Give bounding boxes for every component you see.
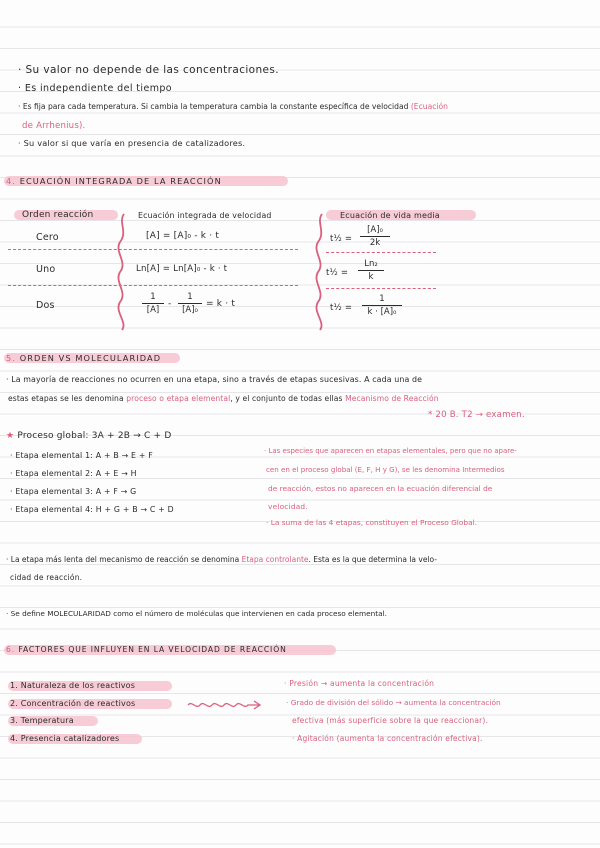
order-zero: Cero bbox=[36, 232, 59, 243]
section6-title-text: FACTORES QUE INFLUYEN EN LA VELOCIDAD DE REACCIÓN bbox=[18, 645, 287, 654]
col2-header: Ecuación integrada de velocidad bbox=[138, 211, 272, 220]
integrated-two-frac2-num: 1 bbox=[187, 292, 193, 302]
row-separator-1b bbox=[326, 252, 436, 253]
factor-1: 1. Naturaleza de los reactivos bbox=[10, 681, 136, 690]
integrated-zero: [A] = [A]₀ - k · t bbox=[146, 231, 220, 241]
halflife-zero-frac bbox=[360, 225, 390, 248]
section4-title bbox=[6, 176, 222, 186]
factor-note-2: · Grado de división del sólido → aumenta la concentración bbox=[286, 698, 501, 707]
col1-header: Orden reacción bbox=[22, 210, 94, 220]
prop-line-4: de Arrhenius). bbox=[22, 121, 86, 131]
factor-note-3: efectiva (más superficie sobre la que reaccionar). bbox=[292, 716, 489, 725]
s5-para-line-1: · La mayoría de reacciones no ocurren en una etapa, sino a través de etapas sucesivas. A cada una de bbox=[6, 375, 423, 384]
s5-para-2-mid: , y el conjunto de todas ellas bbox=[230, 394, 343, 403]
frac-bar bbox=[360, 236, 390, 237]
prop-line-5: · Su valor si que varía en presencia de catalizadores. bbox=[18, 138, 246, 148]
slow-stage-pink: Etapa controlante bbox=[241, 555, 309, 564]
stage-3: · Etapa elemental 3: A + F → G bbox=[10, 487, 137, 496]
factor-2: 2. Concentración de reactivos bbox=[10, 699, 136, 708]
frac-bar bbox=[178, 303, 202, 304]
section5-num: 5. bbox=[6, 353, 17, 363]
frac-bar bbox=[142, 303, 164, 304]
s5-para-line-2 bbox=[8, 394, 439, 403]
s5-para-2a: estas etapas se les denomina bbox=[8, 394, 124, 403]
halflife-zero-num: [A]₀ bbox=[367, 225, 383, 235]
factor-note-1: · Presión → aumenta la concentración bbox=[284, 679, 435, 688]
factor-note-4: · Agitación (aumenta la concentración efectiva). bbox=[292, 734, 483, 743]
halflife-one-lhs: t½ = bbox=[326, 268, 349, 278]
halflife-one-frac bbox=[358, 259, 384, 282]
halflife-two-frac bbox=[362, 294, 402, 317]
section6-title bbox=[6, 645, 287, 654]
section5-title bbox=[6, 353, 161, 363]
frac-bar bbox=[358, 270, 384, 271]
slow-stage-b: . Esta es la que determina la velo- bbox=[308, 555, 437, 564]
wavy-arrow-icon bbox=[186, 698, 266, 712]
brace-left bbox=[116, 212, 128, 332]
halflife-one-num: Ln₂ bbox=[364, 259, 378, 269]
halflife-zero-lhs: t½ = bbox=[330, 234, 353, 244]
stage-4: · Etapa elemental 4: H + G + B → C + D bbox=[10, 505, 174, 514]
row-separator-2 bbox=[8, 285, 298, 286]
halflife-zero-den: 2k bbox=[369, 238, 381, 248]
integrated-one: Ln[A] = Ln[A]₀ - k · t bbox=[136, 264, 228, 274]
frac-bar bbox=[362, 305, 402, 306]
side-note-2: cen en el proceso global (E, F, H y G), se les denomina Intermedios bbox=[266, 465, 505, 474]
integrated-two-frac1 bbox=[142, 292, 164, 315]
star-icon: ★ bbox=[6, 431, 15, 441]
side-note-1: · Las especies que aparecen en etapas elementales, pero que no apare- bbox=[264, 447, 517, 455]
global-process-text: Proceso global: 3A + 2B → C + D bbox=[17, 431, 172, 441]
order-two: Dos bbox=[36, 300, 55, 311]
s5-para-2-pink1: proceso o etapa elemental bbox=[126, 394, 231, 403]
halflife-two-den: k · [A]₀ bbox=[367, 307, 397, 317]
prop-line-3 bbox=[18, 102, 448, 111]
row-separator-2b bbox=[326, 288, 436, 289]
col3-header: Ecuación de vida media bbox=[340, 211, 440, 220]
integrated-two-rhs: = k · t bbox=[206, 299, 236, 309]
halflife-two-lhs: t½ = bbox=[330, 303, 353, 313]
prop-line-3-text: · Es fija para cada temperatura. Si cambia la temperatura cambia la constante específica de velocidad bbox=[18, 102, 409, 111]
brace-right bbox=[314, 212, 326, 332]
row-separator-1 bbox=[8, 249, 298, 250]
integrated-two-frac1-num: 1 bbox=[150, 292, 156, 302]
factor-3: 3. Temperatura bbox=[10, 716, 74, 725]
integrated-two-frac2 bbox=[178, 292, 202, 315]
molecularity-def: · Se define MOLECULARIDAD como el número de moléculas que intervienen en cada proceso elemental. bbox=[6, 609, 387, 618]
section5-title-text: ORDEN VS MOLECULARIDAD bbox=[19, 353, 162, 363]
slow-stage-line-1 bbox=[6, 555, 437, 564]
side-note-5: · La suma de las 4 etapas, constituyen el Proceso Global. bbox=[266, 518, 478, 527]
factor-4: 4. Presencia catalizadores bbox=[10, 734, 120, 743]
halflife-one-den: k bbox=[368, 272, 374, 282]
exam-note: * 20 B. T2 → examen. bbox=[428, 410, 525, 420]
order-one: Uno bbox=[36, 264, 56, 275]
section4-title-text: ECUACIÓN INTEGRADA DE LA REACCIÓN bbox=[19, 176, 222, 186]
section4-num: 4. bbox=[6, 176, 17, 186]
stage-1: · Etapa elemental 1: A + B → E + F bbox=[10, 451, 153, 460]
prop-line-3-pink: (Ecuación bbox=[410, 102, 448, 111]
global-process bbox=[6, 431, 172, 441]
stage-2: · Etapa elemental 2: A + E → H bbox=[10, 469, 137, 478]
s5-para-2-pink2: Mecanismo de Reacción bbox=[345, 394, 439, 403]
slow-stage-a: · La etapa más lenta del mecanismo de reacción se denomina bbox=[6, 555, 240, 564]
section6-num: 6. bbox=[6, 645, 16, 654]
integrated-two-minus: - bbox=[168, 299, 172, 309]
prop-line-1: · Su valor no depende de las concentraciones. bbox=[18, 64, 280, 76]
integrated-two-frac2-den: [A]₀ bbox=[182, 305, 198, 315]
integrated-two-frac1-den: [A] bbox=[146, 305, 160, 315]
prop-line-2: · Es independiente del tiempo bbox=[18, 83, 173, 94]
halflife-two-num: 1 bbox=[379, 294, 385, 304]
side-note-3: de reacción, estos no aparecen en la ecuación diferencial de bbox=[268, 484, 493, 493]
side-note-4: velocidad. bbox=[268, 502, 308, 511]
slow-stage-line-2: cidad de reacción. bbox=[10, 573, 83, 582]
